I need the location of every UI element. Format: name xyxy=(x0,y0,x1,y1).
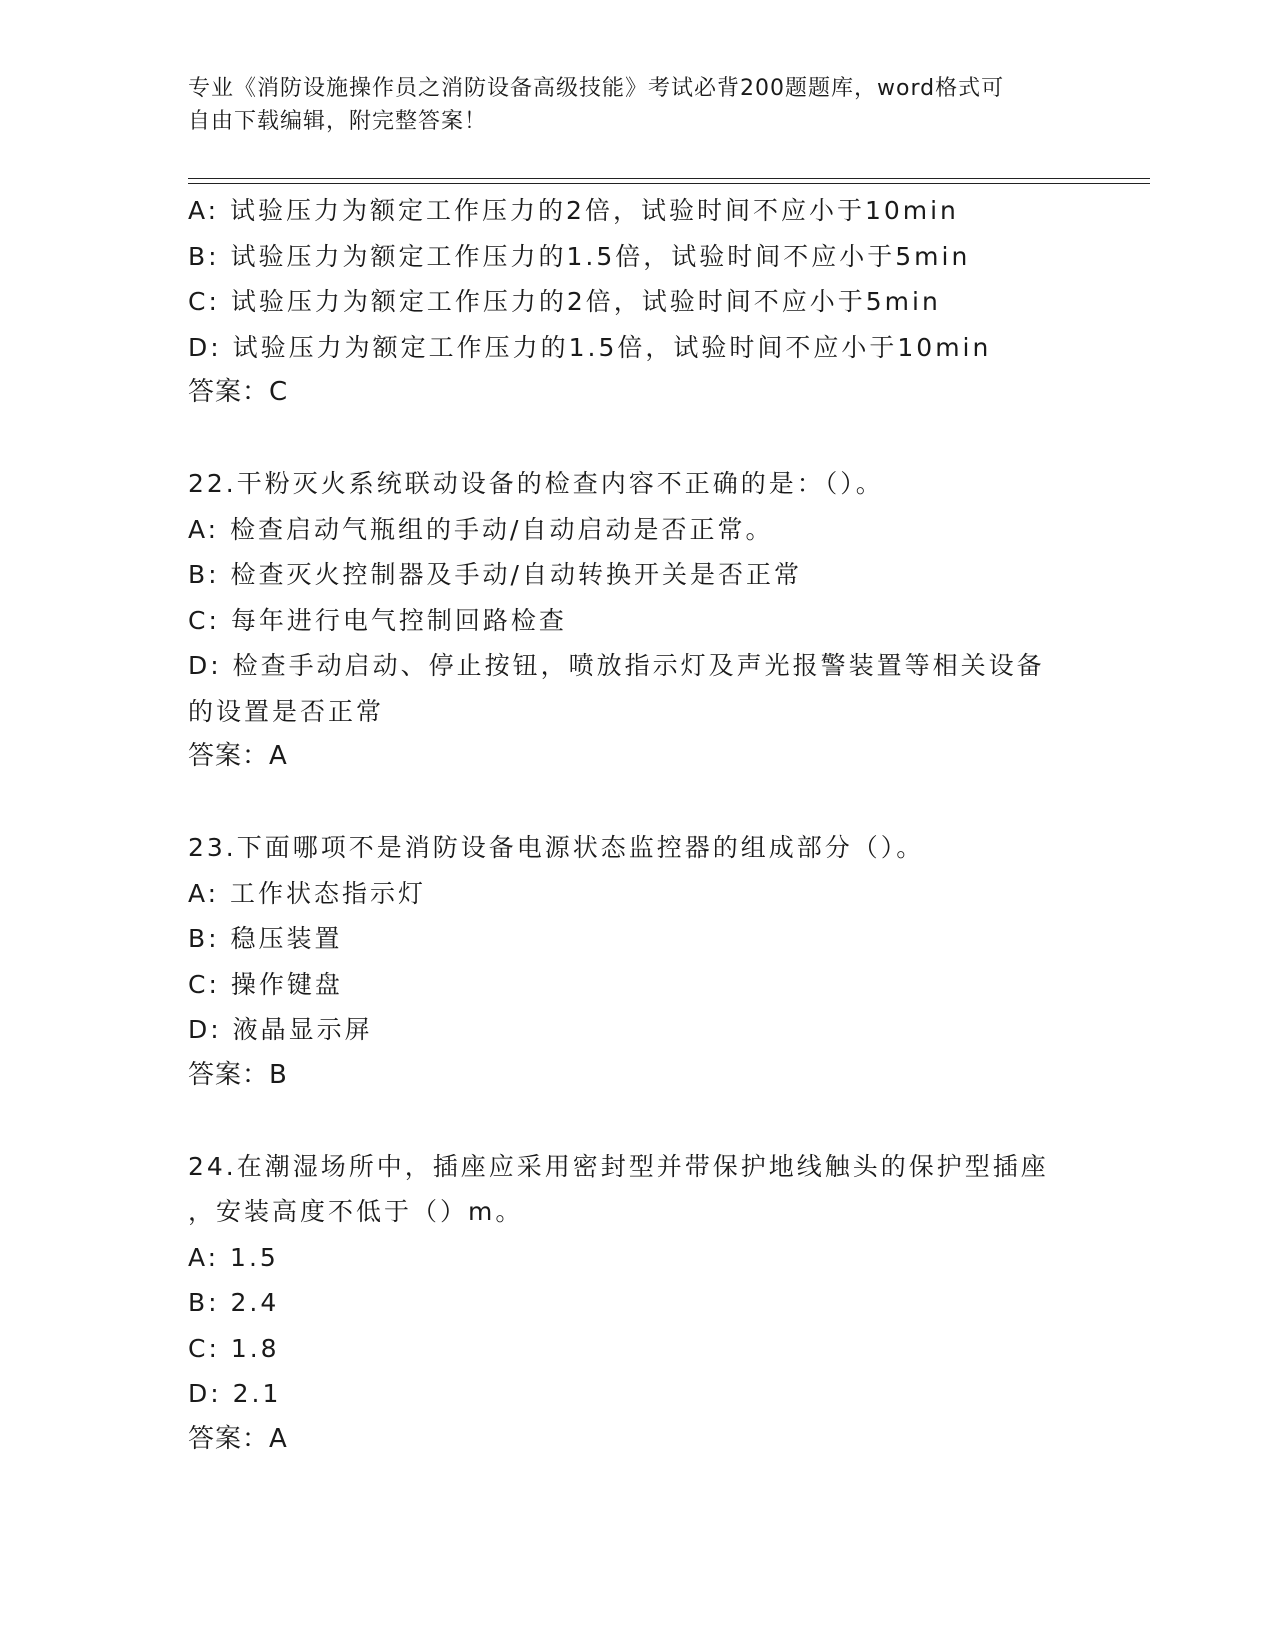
option-c: C: 1.8 xyxy=(188,1333,280,1363)
question-text: 24.在潮湿场所中，插座应采用密封型并带保护地线触头的保护型插座 xyxy=(188,1151,1049,1181)
option-d-continued: 的设置是否正常 xyxy=(188,696,385,726)
answer-label: 答案：A xyxy=(188,1423,288,1454)
header-line-2: 自由下载编辑，附完整答案！ xyxy=(188,109,488,134)
document-header xyxy=(188,72,1088,138)
option-c: C: 每年进行电气控制回路检查 xyxy=(188,605,567,635)
question-list xyxy=(188,188,1088,1462)
header-divider-top xyxy=(188,178,1150,179)
question-22 xyxy=(188,461,1088,780)
option-d: D: 2.1 xyxy=(188,1379,282,1408)
option-a: A: 1.5 xyxy=(188,1242,279,1272)
question-text-continued: ，安装高度不低于（）m。 xyxy=(188,1197,524,1226)
option-b: B: 检查灭火控制器及手动/自动转换开关是否正常 xyxy=(188,560,802,589)
option-c: C: 试验压力为额定工作压力的2倍，试验时间不应小于5min xyxy=(188,287,941,316)
option-c: C: 操作键盘 xyxy=(188,969,343,999)
header-line-1: 专业《消防设施操作员之消防设备高级技能》考试必背200题题库，word格式可 xyxy=(188,76,1005,101)
option-a: A: 工作状态指示灯 xyxy=(188,878,427,908)
question-23 xyxy=(188,825,1088,1098)
option-b: B: 2.4 xyxy=(188,1288,280,1317)
answer-label: 答案：C xyxy=(188,377,289,407)
question-24 xyxy=(188,1144,1088,1463)
option-d: D: 试验压力为额定工作压力的1.5倍，试验时间不应小于10min xyxy=(188,332,992,362)
option-d: D: 检查手动启动、停止按钮，喷放指示灯及声光报警装置等相关设备 xyxy=(188,651,1045,680)
answer-label: 答案：B xyxy=(188,1059,288,1090)
header-divider-bottom xyxy=(188,183,1150,184)
option-b: B: 稳压装置 xyxy=(188,924,343,953)
question-text: 23.下面哪项不是消防设备电源状态监控器的组成部分（）。 xyxy=(188,833,925,862)
question-text: 22.干粉灭火系统联动设备的检查内容不正确的是：（）。 xyxy=(188,469,884,498)
question-21 xyxy=(188,188,1088,416)
answer-label: 答案：A xyxy=(188,741,288,771)
option-b: B: 试验压力为额定工作压力的1.5倍，试验时间不应小于5min xyxy=(188,241,971,271)
option-a: A: 试验压力为额定工作压力的2倍，试验时间不应小于10min xyxy=(188,196,959,225)
option-d: D: 液晶显示屏 xyxy=(188,1015,373,1044)
option-a: A: 检查启动气瓶组的手动/自动启动是否正常。 xyxy=(188,514,774,544)
